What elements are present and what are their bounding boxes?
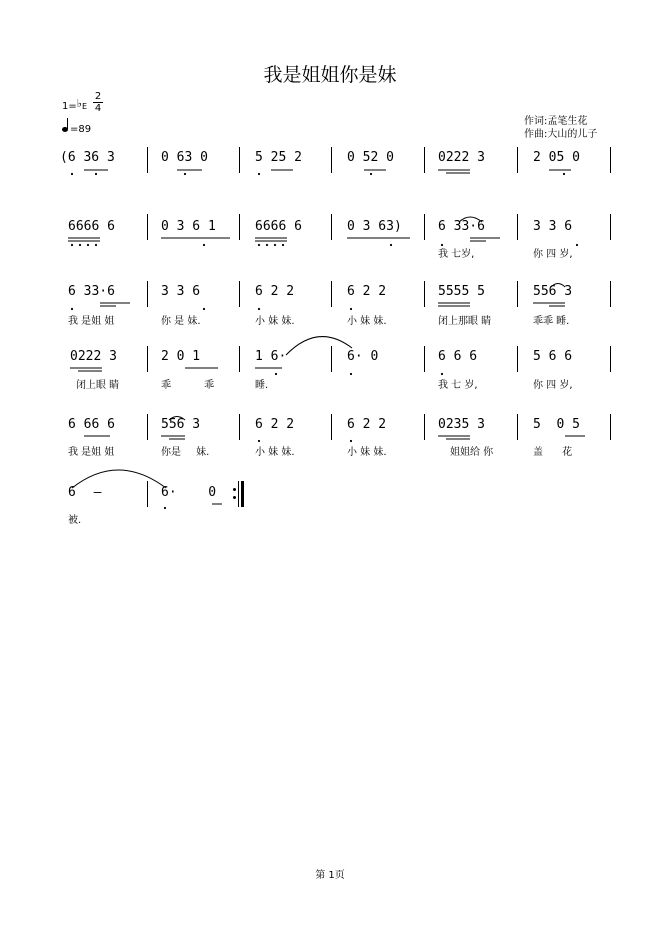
measure-lyrics: 盖 花	[533, 447, 573, 458]
measure-lyrics: 乖 乖	[161, 380, 215, 391]
slur	[72, 470, 166, 488]
octave-dot	[350, 308, 352, 310]
measure-notes: 6 6 6	[438, 349, 478, 364]
measure-notes: 5 25 2	[255, 150, 302, 165]
slur	[459, 217, 482, 222]
slur	[551, 284, 565, 288]
octave-dot	[79, 244, 81, 246]
octave-dot	[441, 373, 443, 375]
measure-notes: 6 2 2	[255, 284, 295, 299]
measure-notes: 556 3	[533, 284, 573, 299]
octave-dot	[95, 244, 97, 246]
octave-dot	[370, 173, 372, 175]
measure-lyrics: 我 是姐 姐	[68, 447, 115, 458]
measure-lyrics: 你 是 妹.	[161, 316, 201, 327]
octave-dot	[350, 373, 352, 375]
measure-notes: 6 –	[68, 485, 102, 500]
measure-lyrics: 小 妹 妹.	[347, 447, 387, 458]
measure-notes: 6· 0	[347, 349, 379, 364]
measure-notes: 6666 6	[255, 219, 302, 234]
measure-lyrics: 小 妹 妹.	[347, 316, 387, 327]
measure-notes: 6 66 6	[68, 417, 115, 432]
measure-notes: 0 3 6 1	[161, 219, 216, 234]
time-top: 2	[94, 91, 102, 102]
measure-notes: 6 2 2	[347, 284, 387, 299]
song-title: 我是姐姐你是妹	[263, 64, 397, 86]
measure-lyrics: 姐姐给 你	[450, 447, 494, 458]
measure-notes: 0 63 0	[161, 150, 208, 165]
octave-dot	[274, 244, 276, 246]
measure-lyrics: 你 四 岁,	[533, 380, 573, 391]
measure-lyrics: 你 四 岁,	[533, 249, 573, 260]
octave-dot	[164, 507, 166, 509]
page-number: 第 1页	[315, 870, 345, 881]
measure-notes: 6 33·6	[68, 284, 115, 299]
octave-dot	[71, 244, 73, 246]
octave-dot	[258, 173, 260, 175]
measure-lyrics: 我 七 岁,	[438, 380, 478, 391]
measure-notes: (6 36 3	[60, 150, 115, 165]
measure-notes: 556 3	[161, 417, 201, 432]
octave-dot	[184, 173, 186, 175]
measure-notes: 6 2 2	[255, 417, 295, 432]
measure-notes: 6 2 2	[347, 417, 387, 432]
composer-credit: 作曲:大山的儿子	[524, 129, 598, 140]
measure-notes: 0222 3	[438, 150, 485, 165]
measure-lyrics: 小 妹 妹.	[255, 316, 295, 327]
measure-notes: 5 0 5	[533, 417, 580, 432]
measure-notes: 3 3 6	[533, 219, 573, 234]
slur	[169, 417, 185, 421]
measure-notes: 0222 3	[70, 349, 117, 364]
measure-lyrics: 我 七岁,	[438, 249, 475, 260]
octave-dot	[71, 173, 73, 175]
tempo-value: =89	[70, 124, 92, 135]
octave-dot	[441, 244, 443, 246]
octave-dot	[258, 244, 260, 246]
measure-notes: 0235 3	[438, 417, 485, 432]
octave-dot	[95, 173, 97, 175]
measure-notes: 2 0 1	[161, 349, 201, 364]
octave-dot	[258, 440, 260, 442]
measure-notes: 2 05 0	[533, 150, 580, 165]
measure-notes: 6· 0	[161, 485, 217, 500]
measure-lyrics: 小 妹 妹.	[255, 447, 295, 458]
octave-dot	[563, 173, 565, 175]
lyricist-credit: 作词:孟笔生花	[524, 116, 588, 127]
key-letter: E	[81, 102, 88, 111]
measure-notes: 5 6 6	[533, 349, 573, 364]
octave-dot	[203, 244, 205, 246]
octave-dot	[282, 244, 284, 246]
measure-notes: 6666 6	[68, 219, 115, 234]
measure-notes: 5555 5	[438, 284, 485, 299]
octave-dot	[266, 244, 268, 246]
measure-lyrics: 闭上那眼 睛	[438, 316, 492, 327]
measure-notes: 3 3 6	[161, 284, 201, 299]
octave-dot	[275, 373, 277, 375]
octave-dot	[87, 244, 89, 246]
octave-dot	[203, 308, 205, 310]
measure-lyrics: 乖乖 睡.	[533, 316, 570, 327]
measure-notes: 0 52 0	[347, 150, 394, 165]
octave-dot	[350, 440, 352, 442]
measure-lyrics: 你是 妹.	[161, 447, 210, 458]
slur	[286, 337, 352, 355]
time-bottom: 4	[94, 103, 102, 114]
octave-dot	[390, 244, 392, 246]
octave-dot	[576, 244, 578, 246]
key-prefix: 1=	[62, 101, 77, 112]
measure-lyrics: 闭上眼 睛	[76, 380, 120, 391]
octave-dot	[71, 308, 73, 310]
flat-symbol: ♭	[76, 97, 82, 110]
octave-dot	[258, 308, 260, 310]
measure-notes: 0 3 63)	[347, 219, 402, 234]
measure-lyrics: 我 是姐 姐	[68, 316, 115, 327]
measure-lyrics: 被.	[68, 515, 82, 526]
measure-notes: 6 33·6	[438, 219, 485, 234]
measure-lyrics: 睡.	[255, 380, 269, 391]
measure-notes: 1 6·	[255, 349, 287, 364]
